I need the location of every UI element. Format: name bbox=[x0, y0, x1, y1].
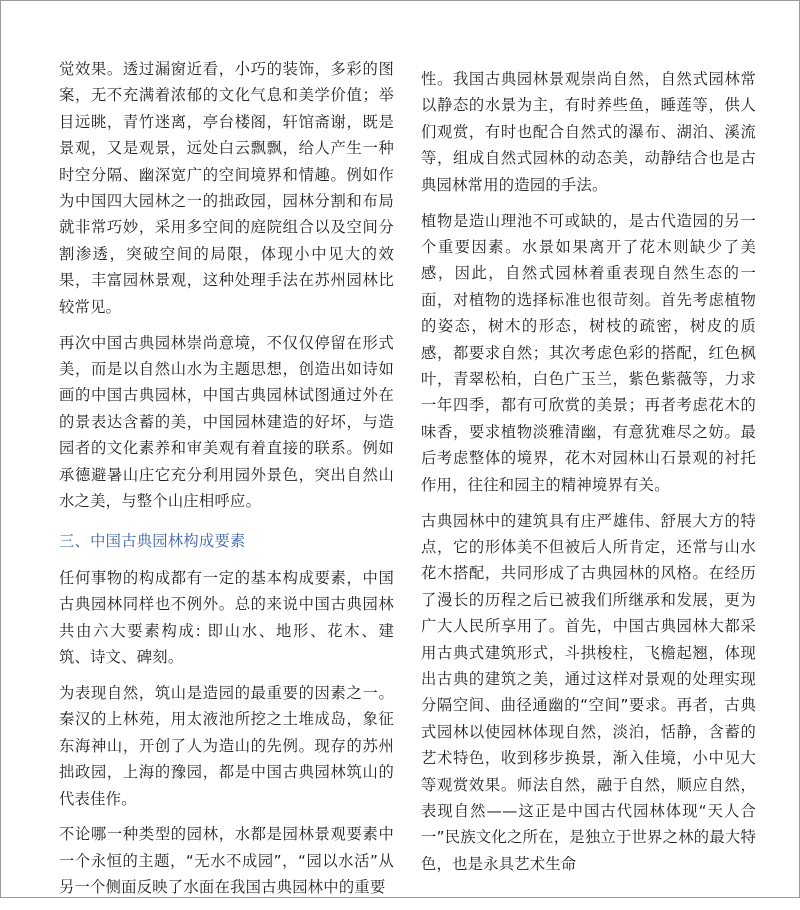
paragraph-mountains: 为表现自然，筑山是造园的最重要的因素之一。秦汉的上林苑，用太液池所挖之土堆成岛，象征东海神山，开创了人为造山的先例。现存的苏州拙政园，上海的豫园，都是中国古典园林筑山的代表佳作。 bbox=[59, 683, 394, 808]
paragraph-visual-effect: 觉效果。透过漏窗近看，小巧的装饰，多彩的图案，无不充满着浓郁的文化气息和美学价值；举目远眺，青竹迷离，亭台楼阁，轩馆斋谢，既是景观，又是观景，远处白云飘飘，给人产生一种时空分隔、幽深宽广的空间境界和情趣。例如作为中国四大园林之一的拙政园，园林分割和布局就非常巧妙，采用多空间的庭院组合以及空间分割渗透，突破空间的局限，体现小中见大的效果，丰富园林景观，这种处理手法在苏州园林比较常见。 bbox=[59, 60, 394, 316]
left-column bbox=[59, 56, 394, 910]
paragraph-plants: 植物是造山理池不可或缺的，是古代造园的另一个重要因素。水景如果离开了花木则缺少了美感，因此，自然式园林着重表现自然生态的一面，对植物的选择标准也很苛刻。首先考虑植物的姿态，树木的形态，树枝的疏密，树皮的质感，都要求自然；其次考虑色彩的搭配，红色枫叶，青翠松柏，白色广玉兰，紫色紫薇等，力求一年四季，都有可欣赏的美景；再者考虑花木的味香，要求植物淡雅清幽，有意犹难尽之妨。最后考虑整体的境界，花木对园林山石景观的衬托作用，往往和园主的精神境界有关。 bbox=[421, 211, 756, 494]
right-column bbox=[421, 66, 756, 887]
section-heading: 三、中国古典园林构成要素 bbox=[59, 532, 246, 551]
paragraph-six-elements: 任何事物的构成都有一定的基本构成要素，中国古典园林同样也不例外。总的来说中国古典园林共由六大要素构成: 即山水、地形、花木、建筑、诗文、碑刻。 bbox=[59, 568, 394, 667]
paragraph-water-continued: 性。我国古典园林景观崇尚自然，自然式园林常以静态的水景为主，有时养些鱼，睡莲等，供人们观赏，有时也配合自然式的瀑布、湖泊、溪流等，组成自然式园林的动态美，动静结合也是古典园林常用的造园的手法。 bbox=[421, 70, 756, 194]
paragraph-architecture: 古典园林中的建筑具有庄严雄伟、舒展大方的特点，它的形体美不但被后人所肯定，还常与山水花木搭配，共同形成了古典园林的风格。在经历了漫长的历程之后已被我们所继承和发展，更为广大人民所享用了。首先，中国古典园林大都采用古典式建筑形式，斗拱梭柱，飞檐起翘，体现出古典的建筑之美，通过这样对景观的处理实现分隔空间、曲径通幽的“空间”要求。再者，古典式园林以使园林体现自然，淡泊，恬静，含蓄的艺术特色，收到移步换景，渐入佳境，小中见大等观赏效果。师法自然，融于自然，顺应自然，表现自然——这正是中国古代园林体现“天人合一”民族文化之所在，是独立于世界之林的最大特色，也是永具艺术生命 bbox=[421, 511, 756, 873]
paragraph-water: 不论哪一种类型的园林，水都是园林景观要素中一个永恒的主题，“无水不成园”，“园以水活”从另一个侧面反映了水面在我国古典园林中的重要 bbox=[59, 825, 394, 897]
paragraph-artistic-conception: 再次中国古典园林崇尚意境，不仅仅停留在形式美，而是以自然山水为主题思想，创造出如诗如画的中国古典园林，中国古典园林试图通过外在的景表达含蓄的美，中国园林建造的好坏，与造园者的文化素养和审美观有着直接的联系。例如承德避暑山庄它充分利用园外景色，突出自然山水之美，与整个山庄相呼应。 bbox=[59, 333, 394, 510]
